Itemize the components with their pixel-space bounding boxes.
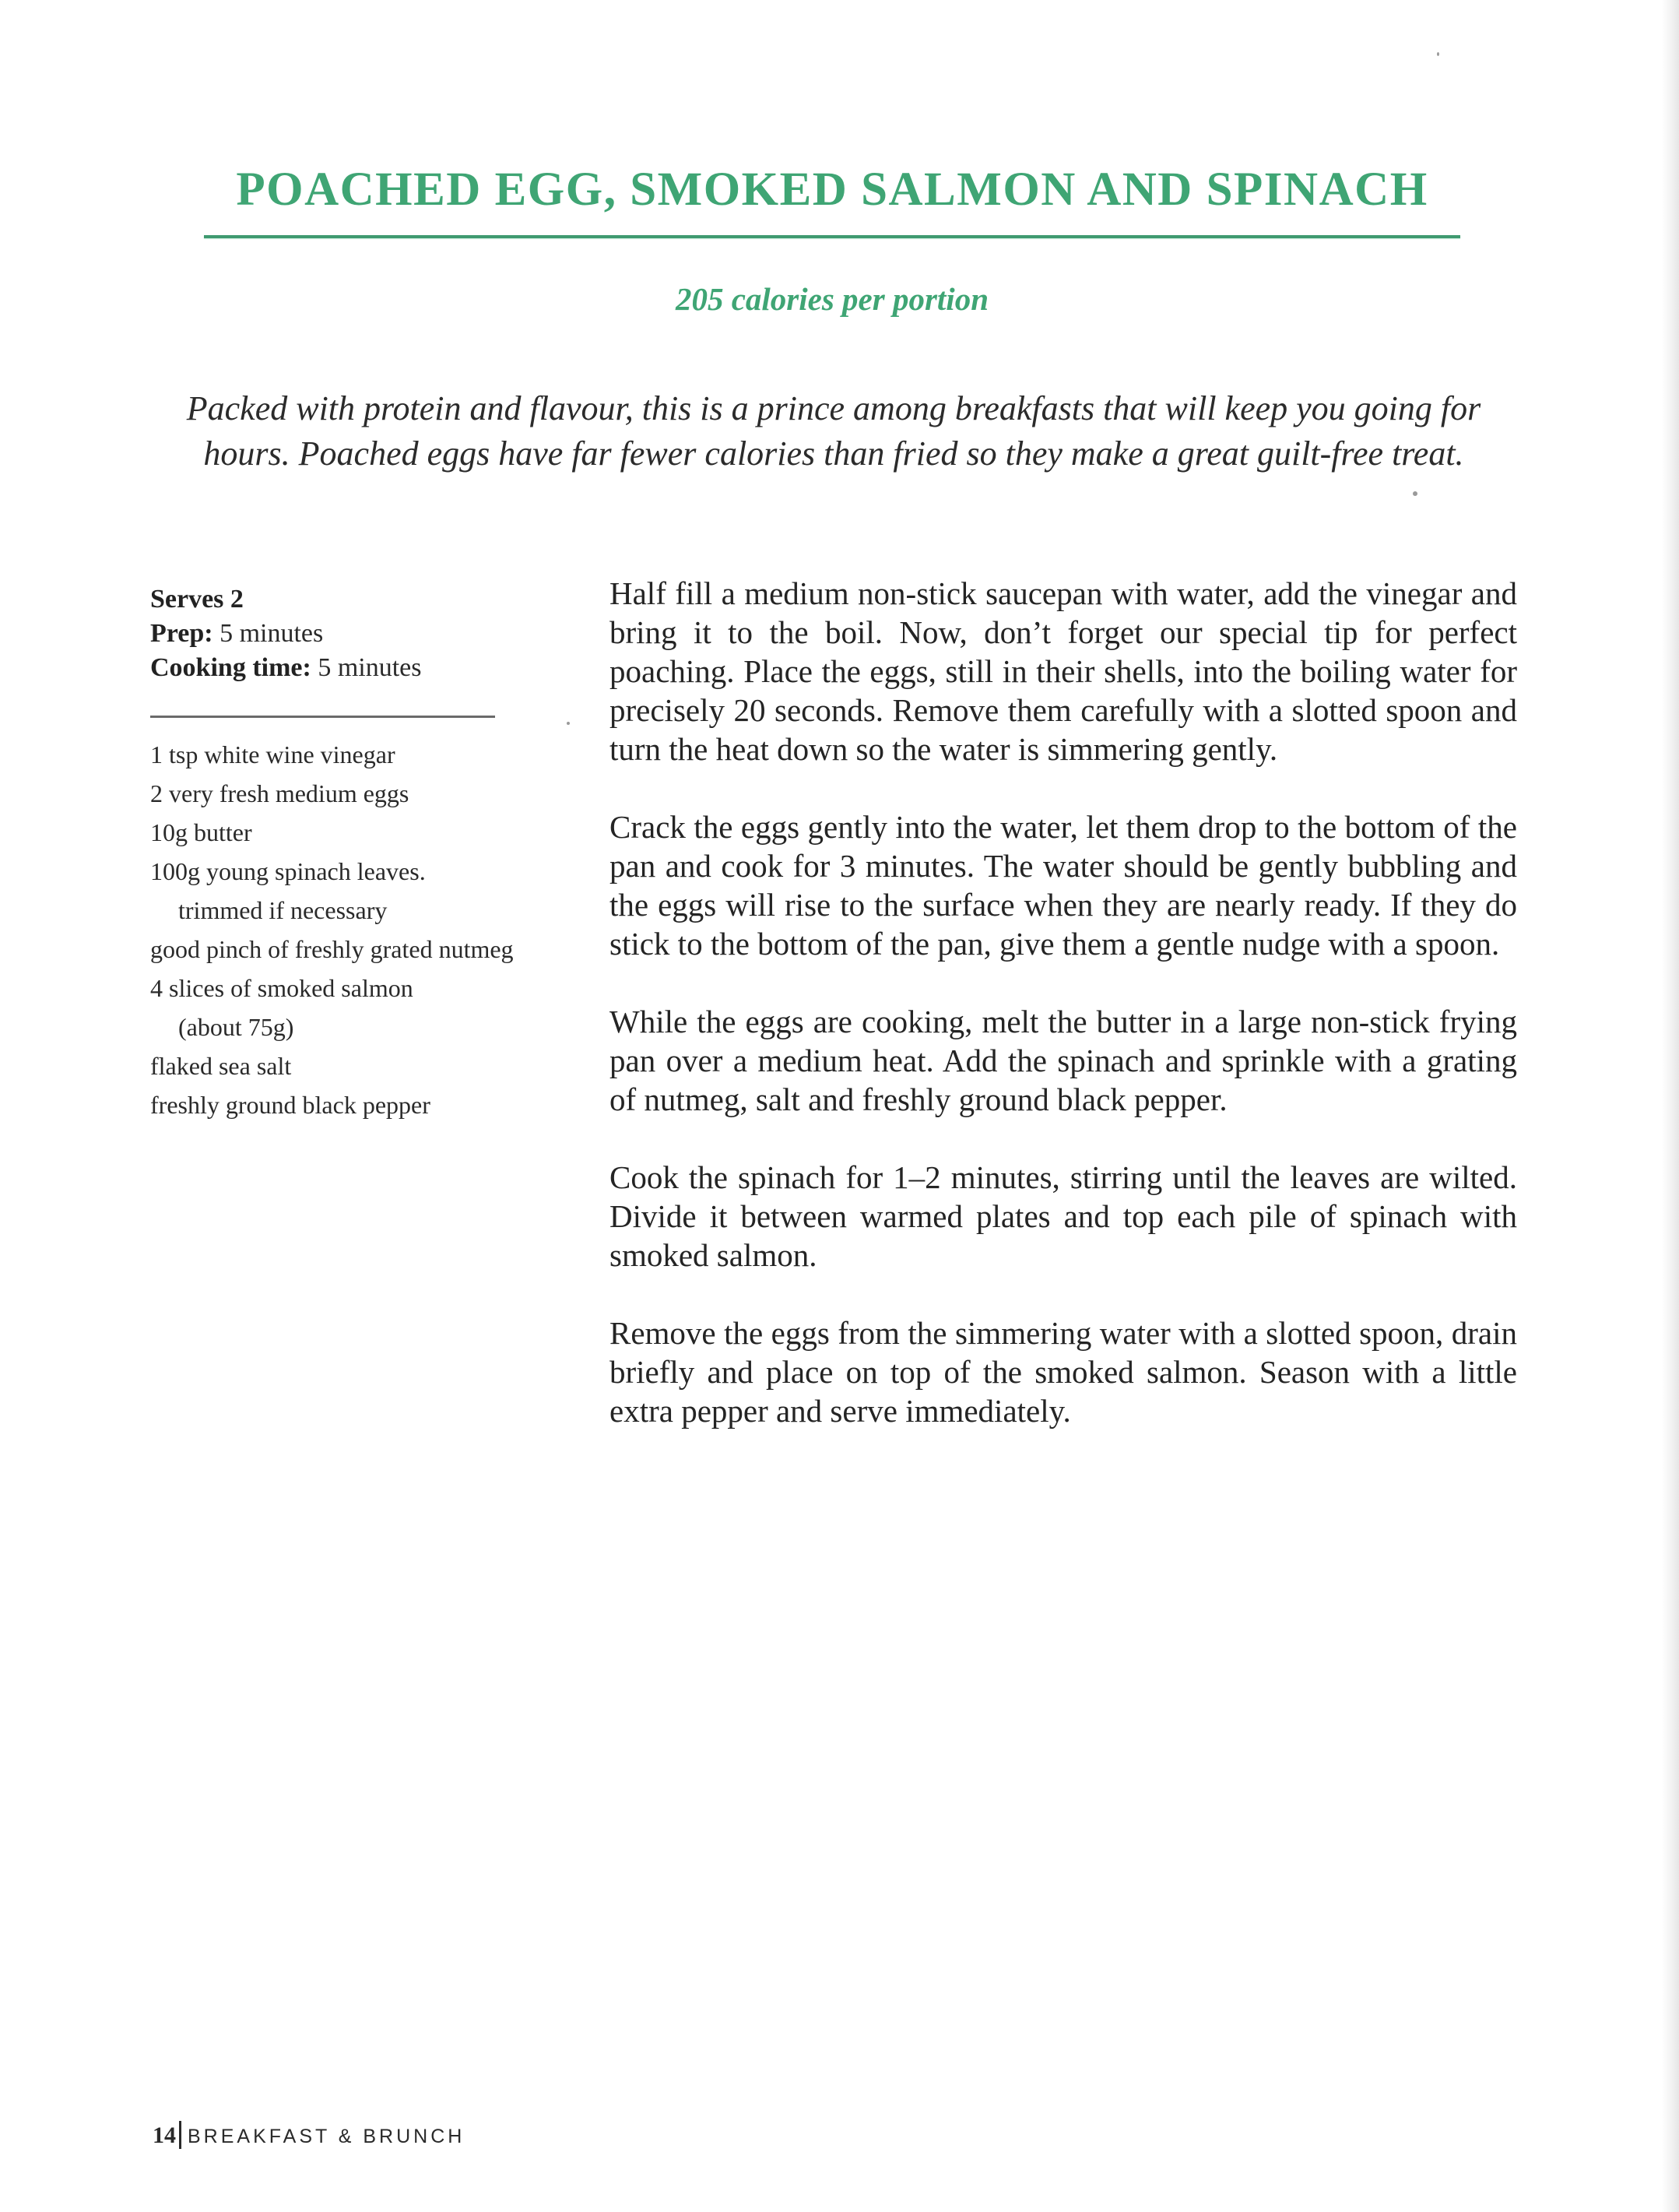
serves-label: Serves 2 <box>150 585 244 614</box>
meta-divider <box>150 716 495 718</box>
method-step: Crack the eggs gently into the water, let them drop to the bottom of the pan and cook for 3 minutes. The water should be gently bubbling and the eggs will rise to the surface when they are nearly ready. If they do stick to the bottom of the pan, give them a gentle nudge with a spoon. <box>609 809 1517 962</box>
ingredient-item: good pinch of freshly grated nutmeg <box>150 935 514 963</box>
ingredient-item: freshly ground black pepper <box>150 1091 430 1119</box>
recipe-title: POACHED EGG, SMOKED SALMON AND SPINACH <box>236 164 1428 216</box>
ingredient-item: 10g butter <box>150 818 252 846</box>
ingredient-item: 4 slices of smoked salmon (about 75g) <box>150 974 413 1041</box>
recipe-meta <box>150 582 508 685</box>
prep-value: 5 minutes <box>213 619 324 648</box>
prep-label: Prep: <box>150 619 213 648</box>
method-step: Half fill a medium non-stick saucepan with water, add the vinegar and bring it to the boil. Now, don’t forget our special tip for perfect poaching. Place the eggs, still in their shells, into the boiling water for precisely 20 seconds. Remove them carefully with a slotted spoon and turn the heat down so the water is simmering gently. <box>609 575 1517 767</box>
title-divider <box>204 235 1460 238</box>
scan-speck <box>567 722 570 725</box>
scan-speck <box>1413 491 1417 496</box>
scan-speck <box>1437 52 1439 56</box>
recipe-intro: Packed with protein and flavour, this is a prince among breakfasts that will keep you going for hours. Poached eggs have far fewer calories than fried so they make a great guilt-free treat. <box>186 389 1481 473</box>
cooking-value: 5 minutes <box>311 653 422 682</box>
ingredients-list <box>150 735 571 1124</box>
ingredient-item: flaked sea salt <box>150 1052 292 1080</box>
cooking-label: Cooking time: <box>150 653 311 682</box>
method-step: While the eggs are cooking, melt the butter in a large non-stick frying pan over a medium heat. Add the spinach and sprinkle with a grating of nutmeg, salt and freshly ground black pepper. <box>609 1004 1517 1117</box>
footer-separator <box>179 2121 181 2149</box>
section-name: BREAKFAST & BRUNCH <box>188 2126 465 2147</box>
page-number: 14 <box>153 2122 176 2148</box>
method-step: Remove the eggs from the simmering water with a slotted spoon, drain briefly and place on top of the smoked salmon. Season with a little extra pepper and serve immediately. <box>609 1315 1517 1429</box>
prep-time <box>150 617 508 651</box>
ingredient-item: 2 very fresh medium eggs <box>150 779 409 807</box>
page-footer <box>153 2121 465 2150</box>
method-step: Cook the spinach for 1–2 minutes, stirring until the leaves are wilted. Divide it between warmed plates and top each pile of spinach with smoked salmon. <box>609 1159 1517 1273</box>
ingredient-item: 100g young spinach leaves. trimmed if necessary <box>150 857 426 924</box>
ingredient-item: 1 tsp white wine vinegar <box>150 740 395 768</box>
cooking-time <box>150 651 508 685</box>
serves <box>150 582 508 617</box>
page-edge-shadow <box>1662 0 1679 2212</box>
calories-per-portion: 205 calories per portion <box>675 281 989 317</box>
method-steps <box>609 574 1517 1469</box>
